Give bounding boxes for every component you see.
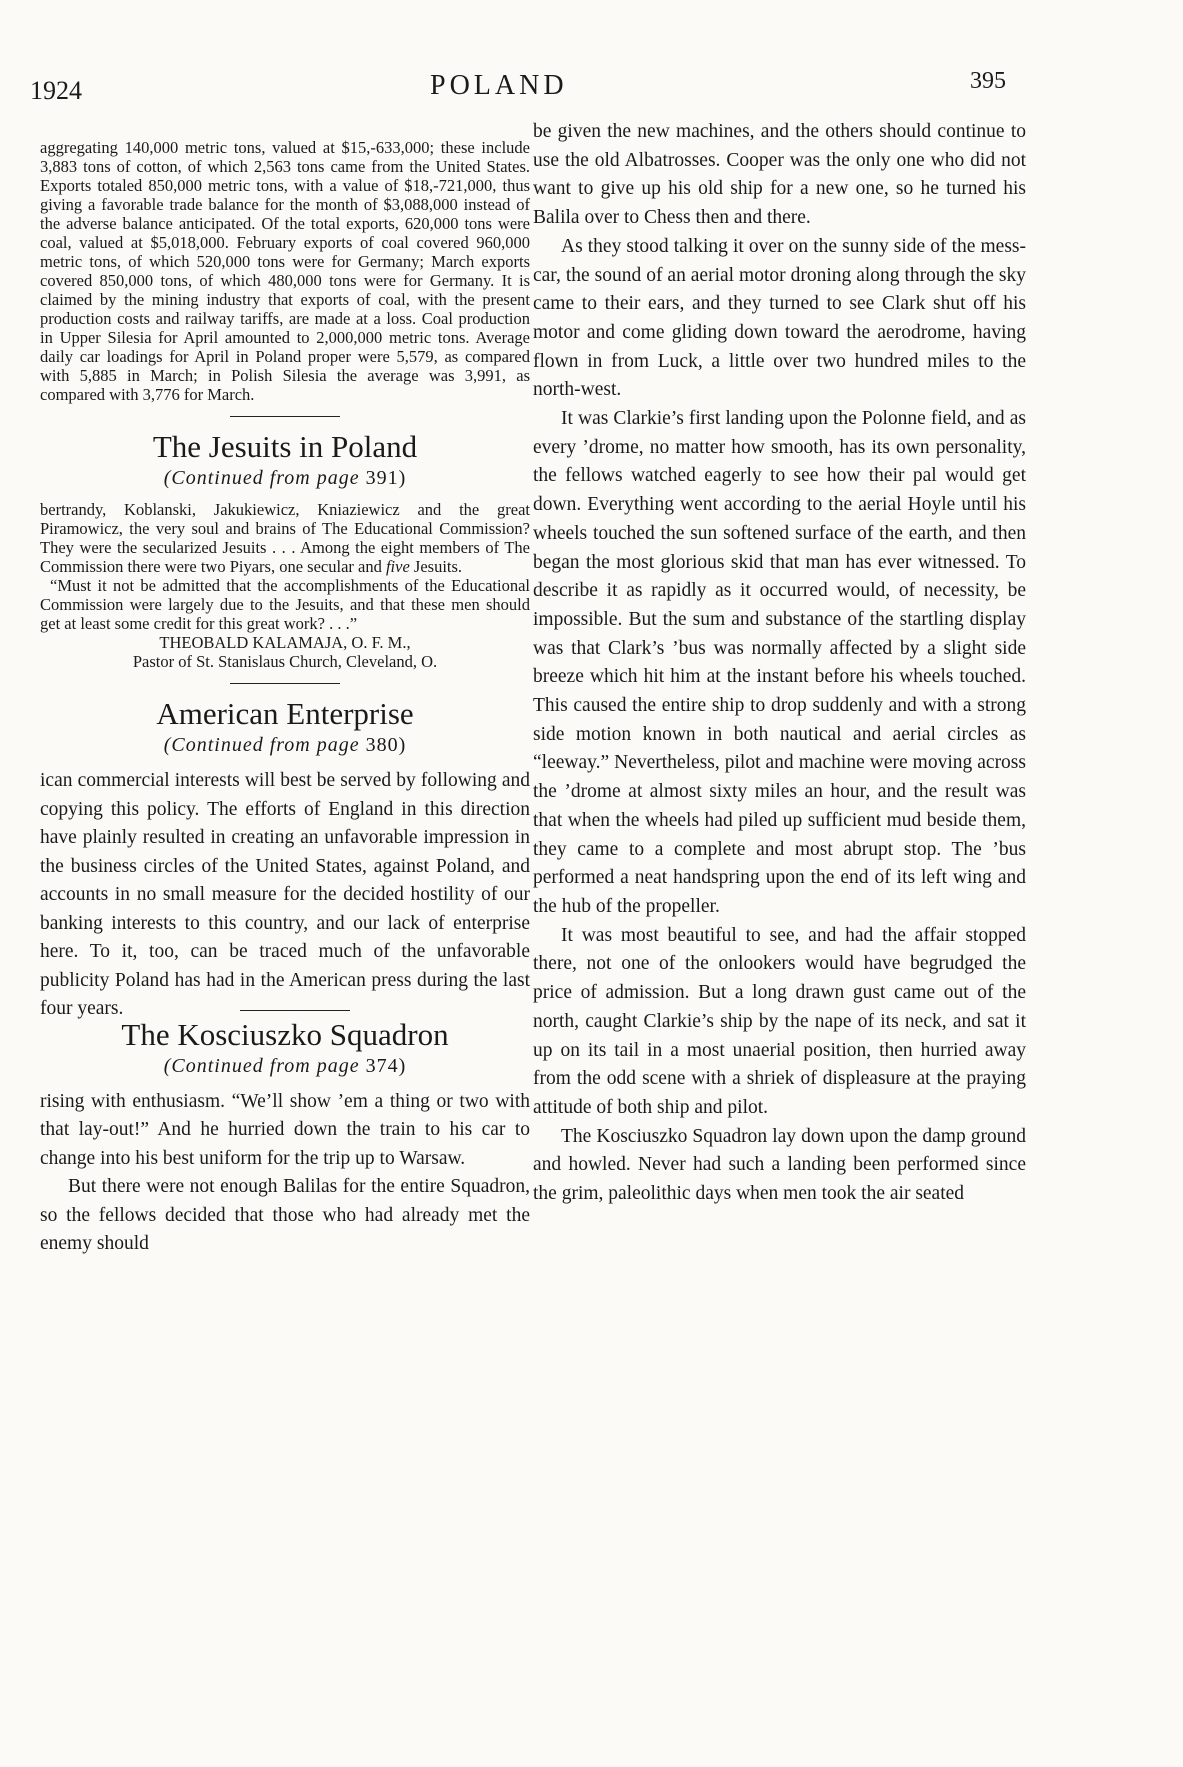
jesuits-paragraph-2: “Must it not be admitted that the accomplishments of the Educational Commission were largely due to the Jesuits, and that these men should get at least some credit for this great work? . . .” [40,576,530,633]
squadron-paragraph-2: But there were not enough Balilas for the entire Squadron, so the fellows decided that those who had already met the enemy should [40,1176,530,1254]
jesuits-p1-end: Jesuits. [409,557,463,576]
continued-page: 374) [365,1054,407,1077]
story-paragraph-5: The Kosciuszko Squadron lay down upon the damp ground and howled. Never had such a landing been performed since the grim, paleolithic days when men took the air seated [533,1125,1026,1205]
header-year: 1924 [30,76,82,105]
section-divider [240,1010,350,1011]
continued-label: (Continued from page [163,734,360,756]
squadron-title: The Kosciuszko Squadron [121,1016,449,1052]
jesuits-p1-emphasis: five [385,557,410,576]
story-paragraph-3: It was Clarkie’s first landing upon the Polonne field, and as every ’drome, no matter how smooth, has its own personality, the fellows watched eagerly to see how their pal would get down. Everything went according to the aerial Hoyle until his wheels touched the sun softened surface of the earth, and then began the most glorious skid that man has ever witnessed. To describe it as rapidly as it occurred would, of necessity, be impossible. But the sum and substance of the startling display was that Clark’s ’bus was normally affected by a slight side breeze which hit him at the instant before his wheels touched. This caused the entire ship to drop suddenly and with a strong side motion known in both nautical and aerial circles as “leeway.” Nevertheless, pilot and machine were moving across the ’drome at almost sixty miles an hour, and the result was that when the wheels had piled up sufficient mud beside them, they came to a complete and most abrupt stop. The ’bus performed a neat handspring upon the end of its left wing and the hub of the propeller. [533,408,1026,917]
signature-name: THEOBALD KALAMAJA, O. F. M., [159,633,411,652]
continued-label: (Continued from page [163,1054,360,1077]
trade-report-paragraph: aggregating 140,000 metric tons, valued at $15,-633,000; these include 3,883 tons of cotton, of which 2,563 tons came from the United States. Exports totaled 850,000 metric tons, with a value of $18,-721,000, thus giving a favorable trade balance for the month of $3,088,000 instead of the adverse balance anticipated. Of the total exports, 620,000 tons were coal, valued at $5,018,000. February exports of coal covered 960,000 metric tons, of which 520,000 tons were for Germany; March exports covered 850,000 tons, of which 480,000 tons were for Germany. It is claimed by the mining industry that exports of coal, with the present production costs and railway tariffs, are made at a loss. Coal production in Upper Silesia for April amounted to 2,000,000 metric tons. Average daily car loadings for April in Poland proper were 5,579, as compared with 5,885 in March; in Polish Silesia the average was 3,991, as compared with 3,776 for March. [40,138,530,404]
jesuits-paragraph-1 [40,500,530,576]
header-title: POLAND [430,70,568,101]
enterprise-body: ican commercial interests will best be served by following and copying this policy. The efforts of England in this direction have plainly resulted in creating an unfavorable impression in the business circles of the United States, against Poland, and accounts in no small measure for the decided hostility of our banking interests to this country, and our lack of enterprise here. To it, too, can be traced much of the unfavorable publicity Poland has had in the American press during the last four years. [40,770,530,1019]
continued-page: 391) [365,467,407,489]
page-header [30,60,1010,105]
continued-label: (Continued from page [163,467,360,489]
right-column [533,118,1026,1209]
enterprise-continued-note [40,734,530,757]
jesuits-title: The Jesuits in Poland [152,429,418,464]
continued-page: 380) [365,734,407,756]
jesuits-continued-note [40,467,530,490]
squadron-continued-note [40,1055,530,1078]
page-number: 395 [970,68,1006,94]
story-paragraph-1: be given the new machines, and the others should continue to use the old Albatrosses. Cooper was the only one who did not want to give up his old ship for a new one, so he turned his Balila over to Chess then and there. [533,121,1026,229]
jesuits-p1-text: bertrandy, Koblanski, Jakukiewicz, Kniaziewicz and the great Piramowicz, the very soul and brains of The Educational Commission? They were the secularized Jesuits . . . Among the eight members of The Commission there were two Piyars, one secular and [40,500,530,576]
enterprise-article [40,696,530,1024]
squadron-article [40,1017,530,1259]
left-column [40,138,530,1259]
squadron-paragraph-1: rising with enthusiasm. “We’ll show ’em a thing or two with that lay-out!” And he hurried down the train to his car to change into his best uniform for the trip up to Warsaw. [40,1090,530,1169]
enterprise-title: American Enterprise [156,696,414,731]
story-paragraph-2: As they stood talking it over on the sunny side of the mess-car, the sound of an aerial motor droning along through the sky came to their ears, and they turned to see Clark shut off his motor and come gliding down toward the aerodrome, having flown in from Luck, a little over two hundred miles to the north-west. [533,235,1026,401]
section-divider [230,683,340,684]
section-divider [230,416,340,417]
jesuits-article [40,429,530,671]
story-paragraph-4: It was most beautiful to see, and had the affair stopped there, not one of the onlookers would have begrudged the price of admission. But a long drawn gust came out of the north, caught Clarkie’s ship by the nape of its neck, and sat it up on its tail in a most unaerial position, then hurried away from the odd scene with a shriek of displeasure at the praying attitude of both ship and pilot. [533,924,1026,1118]
signature-role: Pastor of St. Stanislaus Church, Cleveland, O. [132,652,438,671]
